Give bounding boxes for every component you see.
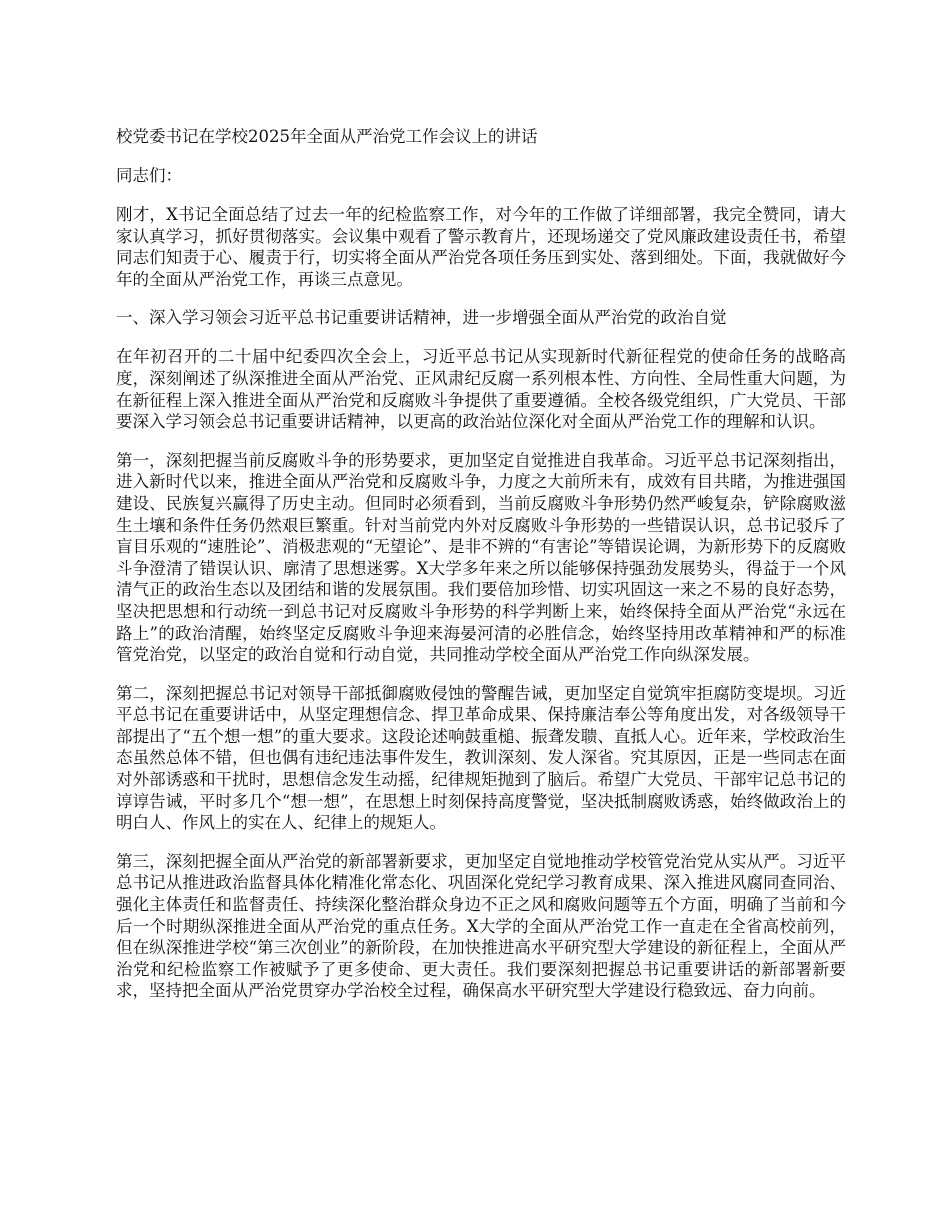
- paragraph-intro: 刚才，X书记全面总结了过去一年的纪检监察工作，对今年的工作做了详细部署，我完全赞同，请大家认真学习，抓好贯彻落实。会议集中观看了警示教育片，还现场递交了党风廉政建设责任书，希望同志们知责于心、履责于行，切实将全面从严治党各项任务压到实处、落到细处。下面，我就做好今年的全面从严治党工作，再谈三点意见。: [116, 205, 846, 289]
- salutation: 同志们：: [116, 166, 182, 185]
- document-page: [116, 126, 846, 1019]
- paragraph-context: 在年初召开的二十届中纪委四次全会上，习近平总书记从实现新时代新征程党的使命任务的战略高度，深刻阐述了纵深推进全面从严治党、正风肃纪反腐一系列根本性、方向性、全局性重大问题，为在新征程上深入推进全面从严治党和反腐败斗争提供了重要遵循。全校各级党组织，广大党员、干部要深入学习领会总书记重要讲话精神，以更高的政治站位深化对全面从严治党工作的理解和认识。: [116, 347, 846, 432]
- paragraph-third: 第三，深刻把握全面从严治党的新部署新要求，更加坚定自觉地推动学校管党治党从实从严。习近平总书记从推进政治监督具体化精准化常态化、巩固深化党纪学习教育成果、深入推进风腐同查同治、强化主体责任和监督责任、持续深化整治群众身边不正之风和腐败问题等五个方面，明确了当前和今后一个时期纵深推进全面从严治党的重点任务。X大学的全面从严治党工作一直走在全省高校前列，但在纵深推进学校“第三次创业”的新阶段，在加快推进高水平研究型大学建设的新征程上，全面从严治党和纪检监察工作被赋予了更多使命、更大责任。我们要深刻把握总书记重要讲话的新部署新要求，坚持把全面从严治党贯穿办学治校全过程，确保高水平研究型大学建设行稳致远、奋力向前。: [116, 851, 846, 1001]
- document-title: 校党委书记在学校2025年全面从严治党工作会议上的讲话: [116, 127, 538, 146]
- section-heading-1: 一、深入学习领会习近平总书记重要讲话精神，进一步增强全面从严治党的政治自觉: [116, 308, 727, 328]
- paragraph-second: 第二，深刻把握总书记对领导干部抵御腐败侵蚀的警醒告诫，更加坚定自觉筑牢拒腐防变堤坝。习近平总书记在重要讲话中，从坚定理想信念、捍卫革命成果、保持廉洁奉公等角度出发，对各级领导干部提出了“五个想一想”的重大要求。这段论述响鼓重槌、振聋发聩、直抵人心。近年来，学校政治生态虽然总体不错，但也偶有违纪违法事件发生，教训深刻、发人深省。究其原因，正是一些同志在面对外部诱惑和干扰时，思想信念发生动摇，纪律规矩抛到了脑后。希望广大党员、干部牢记总书记的谆谆告诫，平时多几个“想一想”，在思想上时刻保持高度警觉，坚决抵制腐败诱惑，始终做政治上的明白人、作风上的实在人、纪律上的规矩人。: [116, 683, 846, 833]
- paragraph-first: 第一，深刻把握当前反腐败斗争的形势要求，更加坚定自觉推进自我革命。习近平总书记深刻指出，进入新时代以来，推进全面从严治党和反腐败斗争，力度之大前所未有，成效有目共睹，为推进强国建设、民族复兴赢得了历史主动。但同时必须看到，当前反腐败斗争形势仍然严峻复杂，铲除腐败滋生土壤和条件任务仍然艰巨繁重。针对当前党内外对反腐败斗争形势的一些错误认识，总书记驳斥了盲目乐观的“速胜论”、消极悲观的“无望论”、是非不辨的“有害论”等错误论调，为新形势下的反腐败斗争澄清了错误认识、廓清了思想迷雾。X大学多年来之所以能够保持强劲发展势头，得益于一个风清气正的政治生态以及团结和谐的发展氛围。我们要倍加珍惜、切实巩固这一来之不易的良好态势，坚决把思想和行动统一到总书记对反腐败斗争形势的科学判断上来，始终保持全面从严治党“永远在路上”的政治清醒，始终坚定反腐败斗争迎来海晏河清的必胜信念，始终坚持用改革精神和严的标准管党治党，以坚定的政治自觉和行动自觉，共同推动学校全面从严治党工作向纵深发展。: [116, 450, 846, 665]
